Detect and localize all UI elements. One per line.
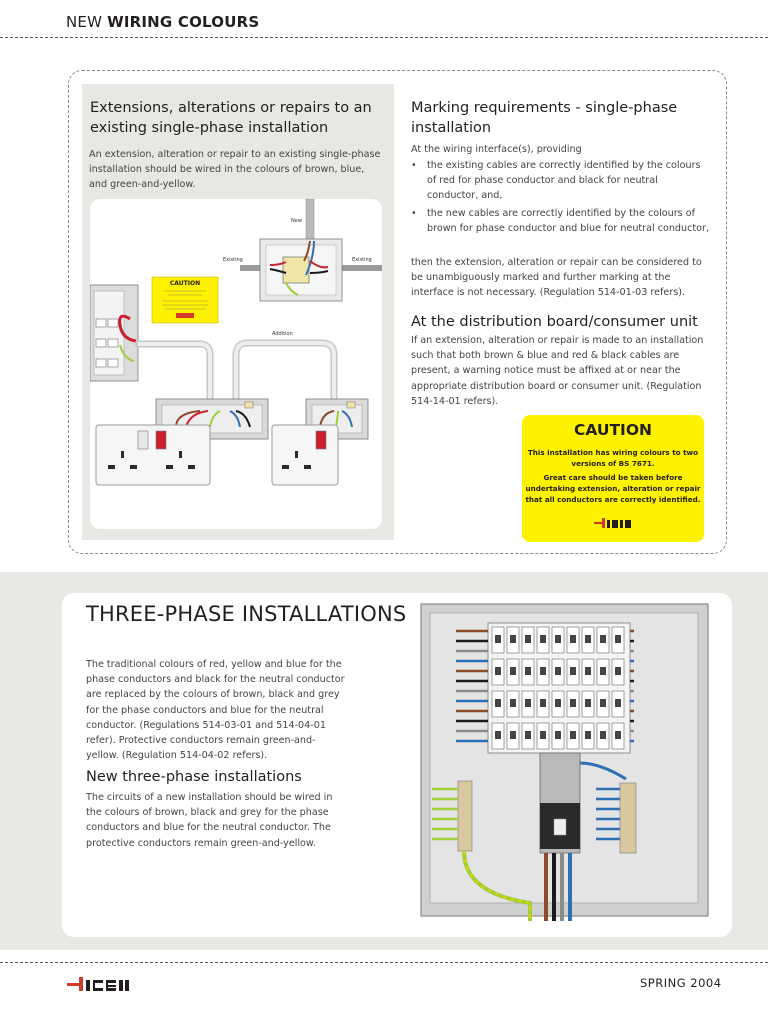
- earth-terminal-bar: [458, 781, 472, 851]
- caution-notice: [522, 415, 704, 542]
- label-existing-left: Existing: [223, 257, 243, 263]
- single-phase-wiring-diagram: [90, 199, 382, 529]
- niceic-logo: [594, 518, 632, 528]
- distribution-body: If an extension, alteration or repair is made to an installation such that both brown & blue and red & black cables are present, a warning notice must be affixed at or near the appropriate distribution board or consumer unit. (Regulation 514-14-01 refers).: [411, 335, 704, 407]
- extensions-heading: Extensions, alterations or repairs to an existing single-phase installation: [90, 100, 372, 136]
- label-new: New: [291, 218, 302, 224]
- header-title-bold: WIRING COLOURS: [107, 13, 260, 31]
- header-divider: [0, 37, 768, 38]
- label-addition: Addition: [272, 331, 293, 337]
- distribution-heading: At the distribution board/consumer unit: [411, 314, 698, 330]
- issue-date: SPRING 2004: [640, 976, 722, 990]
- header-title-light: NEW: [66, 13, 103, 31]
- niceic-logo: [67, 977, 129, 991]
- single-socket: [272, 425, 338, 485]
- three-phase-body: The traditional colours of red, yellow and blue for the phase conductors and black for the neutral conductor are replaced by the colours of brown, black and grey for the phase conductors and blue for the neutral conductor. (Regulations 514-03-01 and 514-04-01 refer). Protective conductors remain green-and-yellow. (Regulation 514-04-02 refers).: [86, 659, 345, 762]
- mini-caution-title: CAUTION: [169, 280, 201, 287]
- caution-line-2: Great care should be taken before undertaking extension, alteration or repair that all conductors are correctly identified.: [525, 473, 701, 504]
- caution-title: CAUTION: [574, 421, 652, 439]
- footer-divider: [0, 962, 768, 963]
- bullet-text: the existing cables are correctly identified by the colours of red for phase conductor and black for neutral conductor, and,: [427, 160, 701, 202]
- bullet-text: the new cables are correctly identified by the colours of brown for phase conductor and blue for neutral conductor,: [427, 208, 709, 235]
- marking-intro: At the wiring interface(s), providing: [411, 144, 582, 155]
- bullet-dot: •: [411, 160, 417, 171]
- new-cable: [306, 199, 314, 241]
- marking-conclusion: then the extension, alteration or repair can be considered to be unambiguously marked and further marking at the interface is not necessary. (Regulation 514-01-03 refers).: [411, 257, 702, 299]
- marking-heading: Marking requirements - single-phase installation: [411, 100, 678, 136]
- new-three-phase-heading: New three-phase installations: [86, 769, 302, 785]
- new-three-phase-body: The circuits of a new installation should be wired in the colours of brown, black and grey for the phase conductors and blue for the neutral conductor. The protective conductors remain green-and-yellow.: [86, 792, 333, 849]
- marking-bullet-2: [411, 206, 711, 254]
- double-socket: [96, 425, 210, 485]
- three-phase-distribution-board-diagram: [420, 603, 709, 921]
- three-phase-heading: THREE-PHASE INSTALLATIONS: [86, 602, 407, 626]
- marking-bullet-1: [411, 158, 711, 206]
- page-header-title: [66, 13, 259, 31]
- neutral-terminal-bar: [620, 783, 636, 853]
- label-existing-right: Existing: [352, 257, 372, 263]
- extensions-body: An extension, alteration or repair to an existing single-phase installation should be wired in the colours of brown, blue, and green-and-yellow.: [89, 149, 381, 191]
- bullet-dot: •: [411, 208, 417, 219]
- caution-line-1: This installation has wiring colours to two versions of BS 7671.: [527, 448, 699, 468]
